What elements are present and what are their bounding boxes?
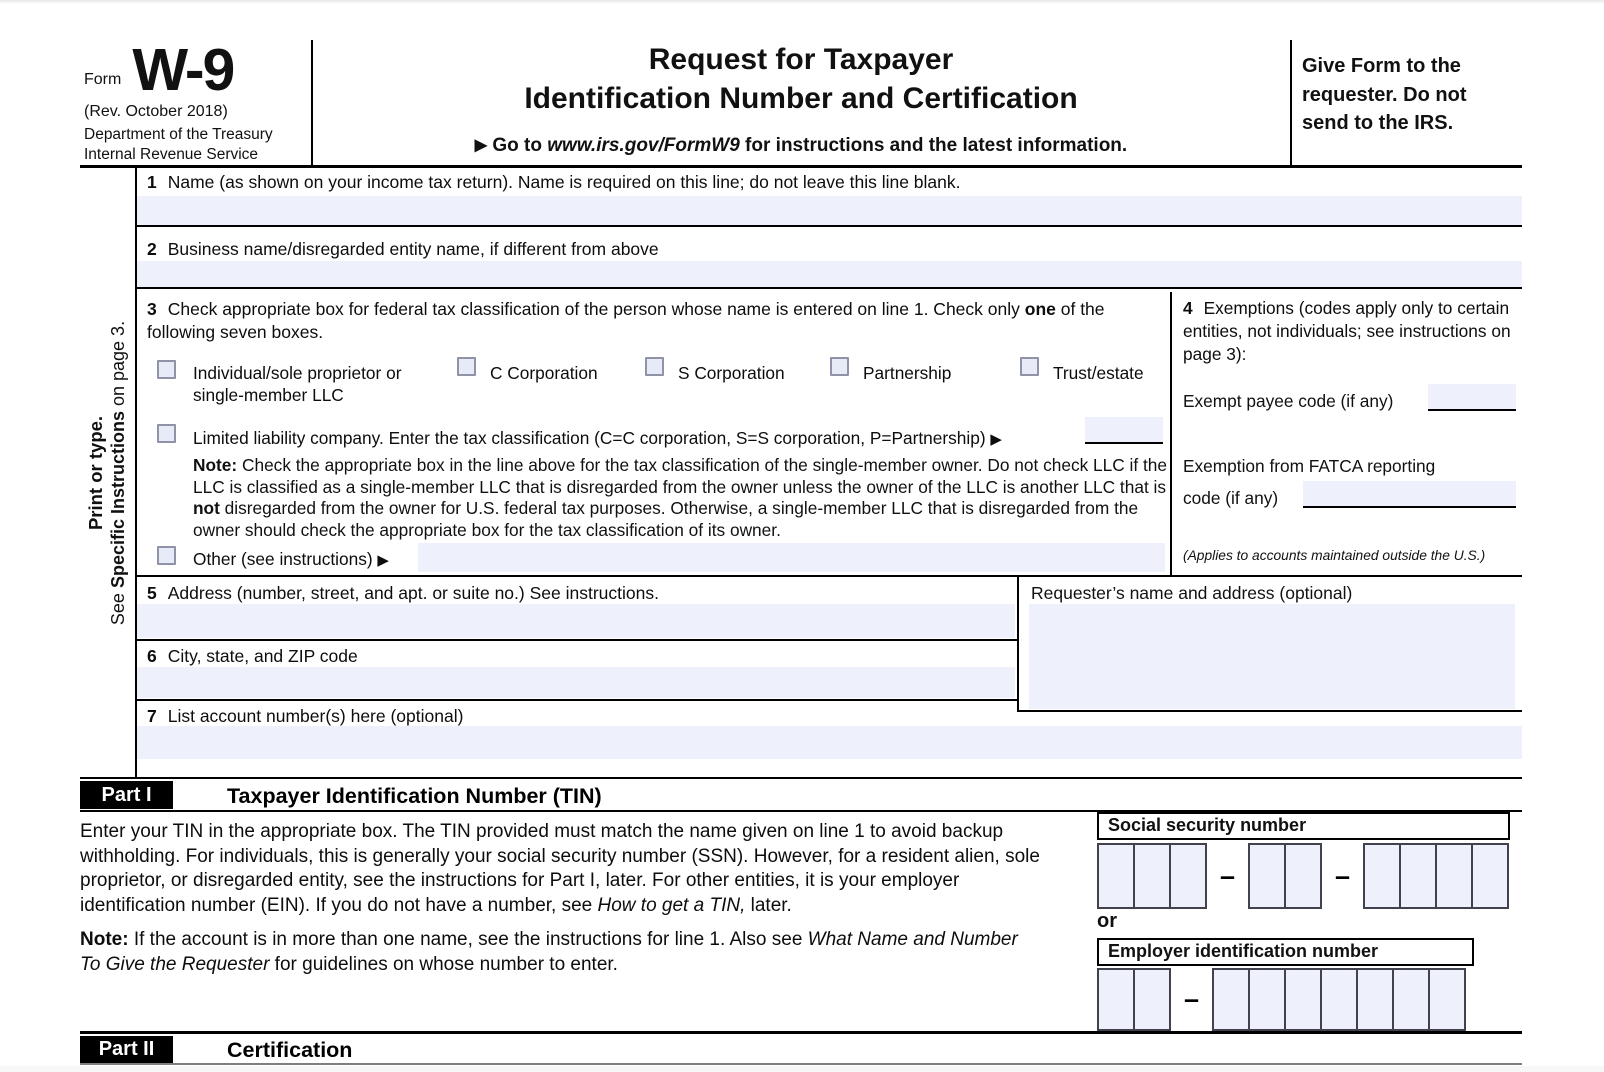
tin-digit-cell[interactable]: [1284, 968, 1322, 1031]
tin-cell-group: [1363, 843, 1509, 909]
llc-classification-input[interactable]: [1085, 417, 1163, 444]
line5-bottom-rule: [135, 639, 1019, 641]
line3-note-p2: disregarded from the owner for U.S. federal tax purposes. Otherwise, a single-member LLC that is disregarded from the owner should check the appropriate box for the tax classification of its owner.: [193, 498, 1139, 540]
rail-line2-post: on page 3.: [107, 320, 128, 411]
tin-digit-cell[interactable]: [1356, 968, 1394, 1031]
part1-note-bold: Note:: [80, 929, 129, 950]
part2-bar-bottom-rule: [80, 1063, 1522, 1065]
llc-label-text: Limited liability company. Enter the tax classification (C=C corporation, S=S corporation, P=Partnership): [193, 428, 991, 448]
bottom-strip: [0, 1066, 1604, 1072]
tin-digit-cell[interactable]: [1248, 843, 1286, 909]
rail-line2: [107, 320, 129, 624]
form-subtitle: [314, 135, 1288, 157]
part1-note: [80, 928, 1040, 977]
line6-number: 6: [147, 646, 157, 666]
form-id-block: [84, 37, 309, 164]
line1-label: [147, 172, 961, 193]
line7-label: [147, 706, 463, 727]
line5-text: Address (number, street, and apt. or suite no.) See instructions.: [167, 583, 659, 603]
part1-title: Taxpayer Identification Number (TIN): [227, 784, 602, 808]
line5-number: 5: [147, 583, 157, 603]
line4-number: 4: [1183, 298, 1193, 318]
checkbox-s-corporation[interactable]: [645, 357, 664, 376]
tin-dash: –: [1220, 860, 1236, 891]
line3-note-p1: Check the appropriate box in the line above for the tax classification of the single-member owner. Do not check LLC if the LLC is classified as a single-member LLC that is disregarded from the owner unless the owner of the LLC is another LLC that is: [193, 455, 1168, 497]
line3-bottom-rule: [135, 575, 1522, 577]
checkbox-other[interactable]: [157, 546, 176, 565]
part1-paragraph: [80, 820, 1040, 918]
line7-number: 7: [147, 706, 157, 726]
line3-text-post: of the following seven boxes.: [147, 299, 1105, 342]
or-label: or: [1097, 910, 1117, 932]
checkbox-partnership[interactable]: [830, 357, 849, 376]
tin-digit-cell[interactable]: [1363, 843, 1401, 909]
tin-digit-cell[interactable]: [1284, 843, 1322, 909]
form-revision: (Rev. October 2018): [84, 103, 228, 121]
tin-cell-group: [1097, 843, 1207, 909]
line6-text: City, state, and ZIP code: [167, 646, 358, 666]
line2-text: Business name/disregarded entity name, if different from above: [167, 239, 659, 259]
checkbox-trust-estate[interactable]: [1020, 357, 1039, 376]
line6-label: [147, 646, 358, 667]
part1-note-post: for guidelines on whose number to enter.: [269, 953, 618, 975]
tin-digit-cell[interactable]: [1399, 843, 1437, 909]
part1-paragraph-post: later.: [745, 894, 792, 916]
part2-title: Certification: [227, 1038, 353, 1062]
checkbox-c-corporation[interactable]: [457, 357, 476, 376]
ein-cells: [1097, 968, 1466, 1031]
form-title-line2: Identification Number and Certification: [524, 82, 1078, 115]
option-llc-label: [193, 427, 1002, 451]
tin-digit-cell[interactable]: [1212, 968, 1250, 1031]
line6-bottom-rule: [135, 699, 1019, 701]
exempt-payee-code-input[interactable]: [1428, 384, 1516, 411]
line2-number: 2: [147, 239, 157, 259]
requester-bottom-rule: [1017, 710, 1522, 712]
requester-left-border: [1017, 577, 1019, 712]
tin-digit-cell[interactable]: [1097, 843, 1135, 909]
line3-label: [147, 298, 1152, 344]
line1-number: 1: [147, 172, 157, 192]
fatca-label-line1: Exemption from FATCA reporting: [1183, 456, 1436, 476]
form-dept-line2: Internal Revenue Service: [84, 145, 259, 163]
option-individual-label: Individual/sole proprietor or single-member LLC: [193, 363, 402, 405]
line1-text: Name (as shown on your income tax return). Name is required on this line; do not leave this line blank.: [167, 172, 961, 192]
line7-text: List account number(s) here (optional): [167, 706, 464, 726]
requester-label: Requester’s name and address (optional): [1031, 583, 1353, 603]
line3-text-bold: one: [1024, 299, 1056, 319]
tin-digit-cell[interactable]: [1471, 843, 1509, 909]
requester-input[interactable]: [1029, 604, 1515, 709]
part1-note-italic: What Name and Number To Give the Requester: [80, 929, 1018, 975]
part1-note-pre: If the account is in more than one name, see the instructions for line 1. Also see: [128, 929, 808, 950]
give-form-note: Give Form to the requester. Do not send to the IRS.: [1302, 55, 1467, 134]
form-title: [314, 40, 1288, 118]
ssn-cells: [1097, 843, 1509, 909]
tin-digit-cell[interactable]: [1320, 968, 1358, 1031]
line3-note: [193, 455, 1173, 541]
header-bottom-rule: [80, 165, 1522, 168]
form-word: Form: [84, 71, 122, 89]
city-state-zip-input[interactable]: [137, 667, 1015, 698]
checkbox-individual[interactable]: [157, 360, 176, 379]
fatca-label-line2: code (if any): [1183, 488, 1279, 508]
top-edge-shadow: [0, 0, 1604, 3]
rail-line1: Print or type.: [84, 415, 106, 530]
tin-digit-cell[interactable]: [1435, 843, 1473, 909]
other-label-text: Other (see instructions): [193, 549, 378, 569]
line3-note-bold: Note:: [193, 455, 238, 475]
part2-badge: Part II: [80, 1036, 173, 1063]
line3-text-pre: Check appropriate box for federal tax classification of the person whose name is entered on line 1. Check only: [167, 299, 1025, 319]
arrow-icon: ▶: [474, 137, 488, 154]
arrow-icon: ▶: [990, 431, 1002, 448]
tin-digit-cell[interactable]: [1133, 843, 1171, 909]
part1-top-rule: [80, 777, 1522, 779]
form-dept-line1: Department of the Treasury: [84, 126, 273, 144]
rail-line2-bold: Specific Instructions: [107, 410, 128, 588]
option-s-corporation-label: S Corporation: [678, 363, 785, 383]
rail-line2-pre: See: [107, 587, 128, 625]
part1-paragraph-italic: How to get a TIN,: [597, 894, 746, 916]
tin-digit-cell[interactable]: [1133, 968, 1171, 1031]
tin-digit-cell[interactable]: [1392, 968, 1430, 1031]
line4-label: [1183, 297, 1521, 366]
tin-dash: –: [1335, 860, 1351, 891]
line5-label: [147, 583, 659, 604]
name-input[interactable]: [137, 196, 1522, 227]
tin-cell-group: [1212, 968, 1466, 1031]
arrow-icon: ▶: [377, 552, 389, 569]
part2-top-rule: [80, 1031, 1522, 1034]
line3-note-b2: not: [193, 498, 220, 518]
print-or-type-rail: [78, 170, 135, 775]
fatca-code-input[interactable]: [1303, 481, 1516, 508]
subtitle-pre: Go to: [492, 135, 548, 156]
tin-cell-group: [1248, 843, 1322, 909]
business-name-input[interactable]: [137, 261, 1522, 289]
checkbox-llc[interactable]: [157, 424, 176, 443]
exempt-payee-label: Exempt payee code (if any): [1183, 391, 1394, 411]
other-input[interactable]: [418, 543, 1165, 572]
ssn-label-box: Social security number: [1097, 812, 1510, 840]
irs-url[interactable]: www.irs.gov/FormW9: [547, 135, 740, 156]
option-partnership-label: Partnership: [863, 363, 952, 383]
ein-label-box: Employer identification number: [1097, 938, 1474, 966]
line3-box4-divider: [1170, 292, 1172, 577]
header-divider-left: [311, 40, 313, 165]
line3-number: 3: [147, 299, 157, 319]
line2-label: [147, 239, 659, 260]
tin-digit-cell[interactable]: [1248, 968, 1286, 1031]
form-title-line1: Request for Taxpayer: [648, 43, 954, 76]
tin-digit-cell[interactable]: [1097, 968, 1135, 1031]
tin-digit-cell[interactable]: [1428, 968, 1466, 1031]
option-trust-estate-label: Trust/estate: [1053, 363, 1144, 383]
account-numbers-input[interactable]: [137, 726, 1522, 759]
option-c-corporation-label: C Corporation: [490, 363, 598, 383]
part1-paragraph-pre: Enter your TIN in the appropriate box. The TIN provided must match the name given on line 1 to avoid backup withholding. For individuals, this is generally your social security number (SSN). However, for a resident alien, sole proprietor, or disregarded entity, see the instructions for Part I, later. For other entities, it is your employer identification number (EIN). If you do not have a number, see: [80, 821, 1040, 916]
form-number: W-9: [132, 37, 234, 103]
tin-cell-group: [1097, 968, 1171, 1031]
part1-badge: Part I: [80, 781, 173, 809]
fatca-applies-note: (Applies to accounts maintained outside the U.S.): [1183, 548, 1486, 563]
tin-dash: –: [1184, 984, 1200, 1014]
subtitle-post: for instructions and the latest information.: [739, 135, 1128, 156]
address-input[interactable]: [137, 604, 1015, 638]
header-divider-right: [1290, 40, 1292, 165]
line4-text: Exemptions (codes apply only to certain entities, not individuals; see instructions on page 3):: [1183, 298, 1511, 364]
tin-digit-cell[interactable]: [1169, 843, 1207, 909]
option-other-label: [193, 548, 389, 572]
